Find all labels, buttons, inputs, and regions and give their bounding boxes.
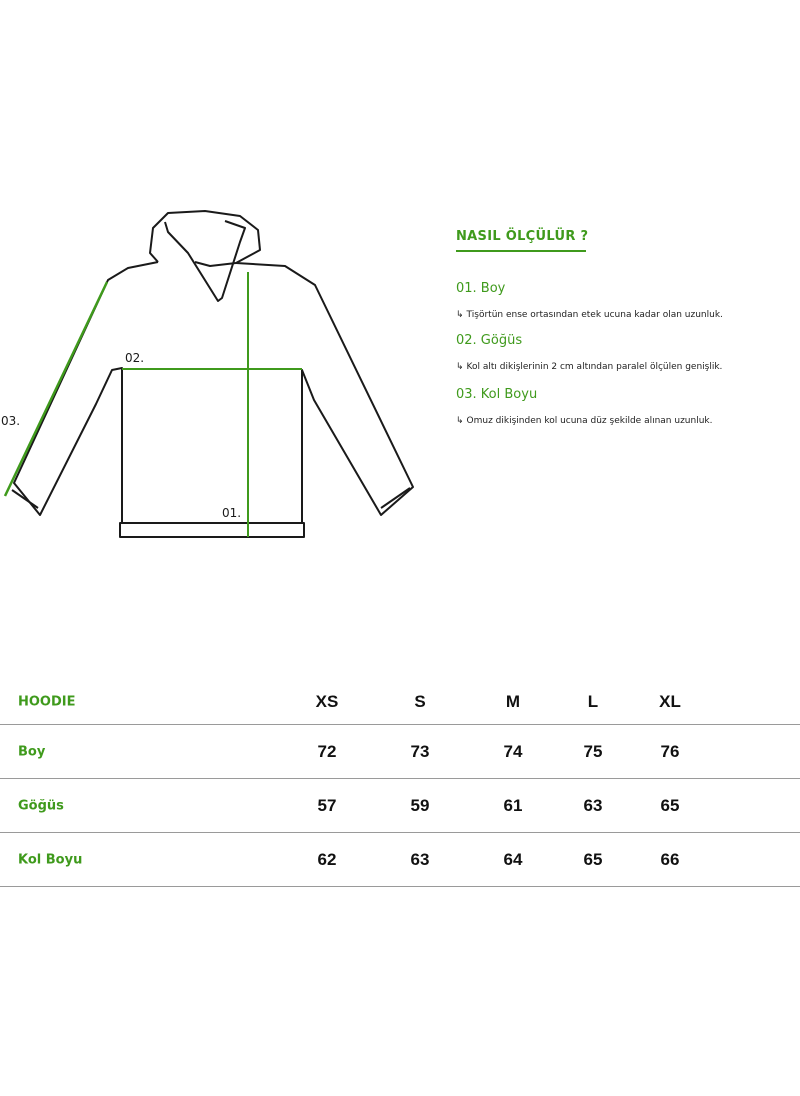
measure-desc-kol-boyu: [456, 416, 712, 426]
table-cell: 61: [503, 795, 523, 815]
measure-desc-gogus: [456, 362, 722, 372]
row-label: Göğüs: [18, 798, 64, 813]
arrow-icon: ↳: [456, 310, 464, 320]
row-label: Boy: [18, 744, 46, 759]
table-cell: 59: [410, 795, 430, 815]
measure-head-gogus: 02. Göğüs: [456, 333, 523, 348]
table-cell: 66: [660, 849, 680, 869]
table-cell: 57: [317, 795, 337, 815]
size-m-header: M: [505, 692, 521, 711]
guide-title-underline: [456, 250, 586, 252]
table-row: [0, 833, 800, 887]
sleeve-measure-line: [5, 282, 107, 496]
table-cell: 75: [583, 741, 603, 761]
size-xl-header: XL: [659, 692, 681, 711]
guide-title: NASIL ÖLÇÜLÜR ?: [456, 229, 589, 244]
measure-head-boy: 01. Boy: [456, 281, 506, 296]
measure-head-kol-boyu: 03. Kol Boyu: [456, 387, 538, 402]
product-name: HOODIE: [18, 694, 76, 710]
table-cell: 76: [660, 741, 680, 761]
arrow-icon: ↳: [456, 416, 464, 426]
arrow-icon: ↳: [456, 362, 464, 372]
row-label: Kol Boyu: [18, 852, 83, 867]
measure-desc-text: Tişörtün ense ortasından etek ucuna kadar olan uzunluk.: [466, 310, 723, 320]
table-row: [0, 779, 800, 833]
table-cell: 74: [503, 741, 523, 761]
label-03: 03.: [1, 414, 21, 428]
table-cell: 63: [410, 849, 430, 869]
table-cell: 72: [317, 741, 337, 761]
measure-desc-text: Omuz dikişinden kol ucuna düz şekilde alınan uzunluk.: [466, 416, 713, 426]
table-cell: 63: [583, 795, 603, 815]
table-row: [0, 725, 800, 779]
size-l-header: L: [587, 692, 599, 711]
measure-desc-text: Kol altı dikişlerinin 2 cm altından paralel ölçülen genişlik.: [466, 362, 723, 372]
table-cell: 65: [660, 795, 680, 815]
hoodie-diagram: [0, 190, 440, 560]
size-table-header: [0, 680, 800, 725]
size-table: [0, 680, 800, 887]
table-cell: 62: [317, 849, 337, 869]
label-01: 01.: [222, 506, 242, 520]
table-cell: 65: [583, 849, 603, 869]
table-cell: 73: [410, 741, 430, 761]
size-xs-header: XS: [315, 692, 339, 711]
measure-desc-boy: [456, 310, 723, 320]
hoodie-outline: [12, 211, 413, 537]
size-s-header: S: [414, 692, 426, 711]
label-02: 02.: [125, 351, 145, 365]
table-cell: 64: [503, 849, 523, 869]
